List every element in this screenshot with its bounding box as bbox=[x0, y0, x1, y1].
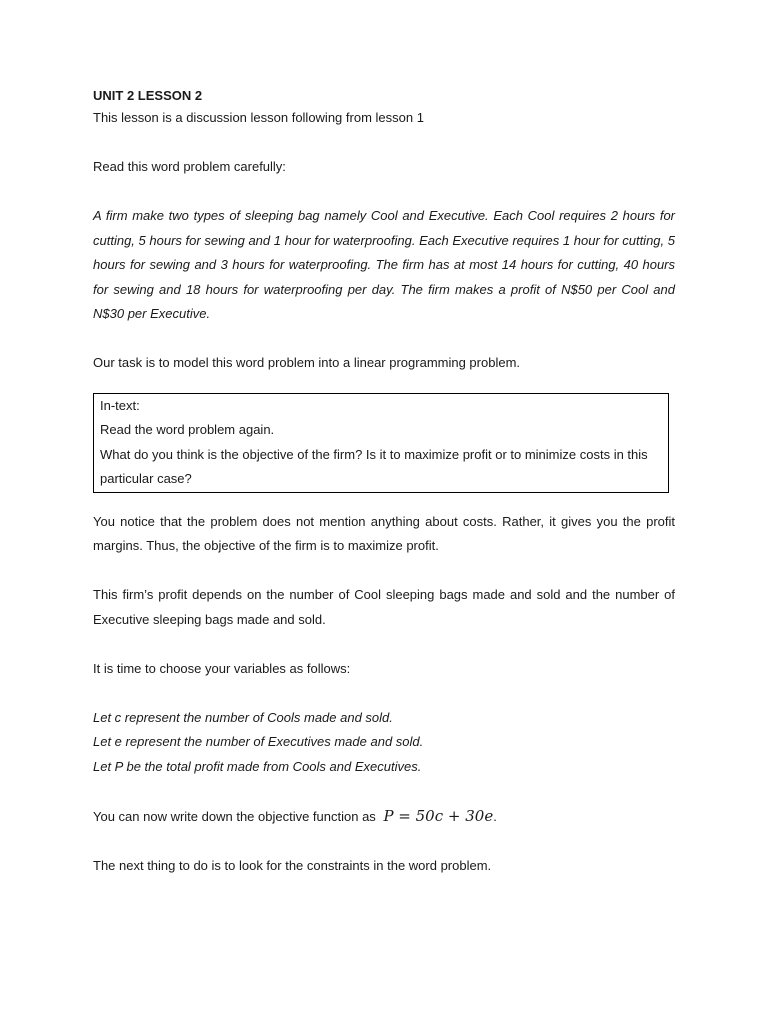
objective-formula: P = 50c + 30e bbox=[383, 806, 494, 825]
task-statement: Our task is to model this word problem into a linear programming problem. bbox=[93, 355, 521, 370]
in-text-label: In-text: bbox=[100, 397, 140, 413]
variable-c: Let c represent the number of Cools made and sold. bbox=[93, 709, 393, 725]
variable-e: Let e represent the number of Executives made and sold. bbox=[93, 734, 424, 749]
next-step-text: The next thing to do is to look for the constraints in the word problem. bbox=[93, 857, 492, 873]
intro-text: This lesson is a discussion lesson following from lesson 1 bbox=[93, 110, 424, 125]
objective-line bbox=[93, 804, 675, 830]
objective-intro: You can now write down the objective function as bbox=[93, 808, 376, 824]
in-text-box bbox=[93, 393, 669, 493]
lesson-heading: UNIT 2 LESSON 2 bbox=[93, 88, 203, 103]
in-text-line-2: What do you think is the objective of the firm? Is it to maximize profit or to minimize costs in this particular case? bbox=[100, 446, 648, 486]
word-problem: A firm make two types of sleeping bag namely Cool and Executive. Each Cool requires 2 hours for cutting, 5 hours for sewing and 1 hour for waterproofing. Each Executive requires 1 hour for cutting, 5 hours for sewing and 3 hours for waterproofing. The firm has at most 14 hours for cutting, 40 hours for sewing and 18 hours for waterproofing per day. The firm makes a profit of N$50 per Cool and N$30 per Executive. bbox=[93, 208, 675, 321]
in-text-line-1: Read the word problem again. bbox=[100, 422, 275, 437]
objective-period: . bbox=[493, 808, 497, 824]
variable-p: Let P be the total profit made from Cools and Executives. bbox=[93, 758, 422, 774]
variables-intro: It is time to choose your variables as follows: bbox=[93, 660, 351, 676]
costs-paragraph: You notice that the problem does not mention anything about costs. Rather, it gives you the profit margins. Thus, the objective of the firm is to maximize profit. bbox=[93, 513, 675, 553]
read-prompt: Read this word problem carefully: bbox=[93, 159, 286, 174]
profit-paragraph: This firm’s profit depends on the number of Cool sleeping bags made and sold and the number of Executive sleeping bags made and sold. bbox=[93, 587, 675, 627]
document-page bbox=[93, 86, 675, 878]
